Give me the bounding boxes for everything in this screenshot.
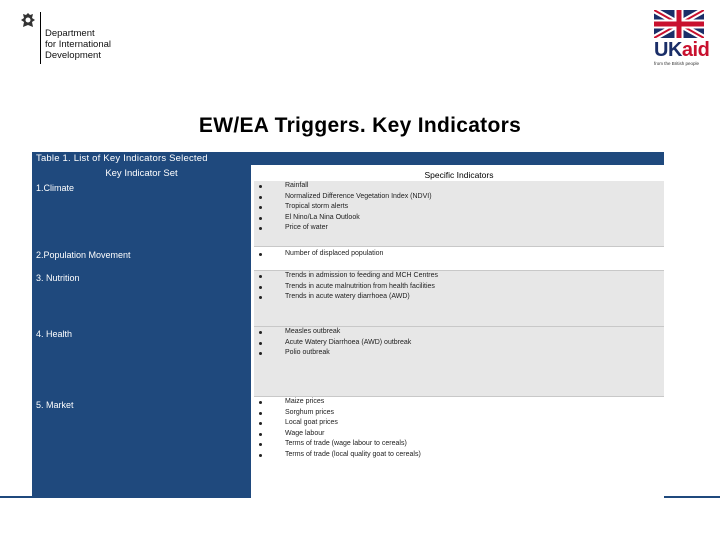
list-item [254,271,438,282]
ukaid-logo [654,10,710,66]
bullet-icon [259,217,262,220]
dfid-line-3: Development [45,50,101,61]
bullet-icon [259,433,262,436]
category-population-movement: 2.Population Movement [36,250,131,260]
union-flag-icon [654,10,704,38]
bullet-icon [259,206,262,209]
category-market: 5. Market [36,400,74,410]
bullet-icon [259,296,262,299]
indicator-text: Trends in acute watery diarrhoea (AWD) [285,293,410,300]
logo-divider [40,12,41,64]
footer-line-left [0,496,32,498]
royal-crest-icon [20,12,36,30]
bullet-icon [259,342,262,345]
indicator-text: Terms of trade (local quality goat to cereals) [285,450,421,458]
list-item [254,223,432,234]
indicators-population-movement [254,247,664,270]
dfid-line-1: Department [45,28,95,39]
bullet-icon [259,286,262,289]
category-health: 4. Health [36,329,73,339]
indicator-text: Maize prices [285,398,325,405]
ukaid-tagline: from the British people [654,61,700,66]
list-item [254,292,438,303]
ukaid-uk: UK [654,39,682,61]
list-item [254,338,411,349]
indicator-text: Polio outbreak [285,349,330,356]
footer-line-right [664,496,720,498]
list-item [254,439,421,450]
list-item [254,327,411,338]
list-item [254,192,432,203]
bullet-icon [259,253,262,256]
bullet-icon [259,331,262,334]
indicator-text: Terms of trade (wage labour to cereals) [285,440,407,447]
indicators-health [254,327,664,396]
indicators-market [254,397,664,496]
category-climate: 1.Climate [36,183,75,193]
indicator-text: El Nino/La Nina Outlook [285,213,360,221]
dfid-logo [20,12,110,64]
indicator-text: Normalized Difference Vegetation Index (NDVI) [285,192,432,200]
bullet-icon [259,275,262,278]
bullet-icon [259,401,262,404]
bullet-icon [259,454,262,457]
bullet-icon [259,227,262,230]
indicators-climate [254,181,664,246]
bullet-icon [259,443,262,446]
indicator-text: Trends in admission to feeding and MCH Centres [285,272,439,279]
indicators-nutrition [254,271,664,326]
indicator-text: Acute Watery Diarrhoea (AWD) outbreak [285,338,412,346]
list-item [254,418,421,429]
indicator-text: Wage labour [285,429,325,437]
list-item [254,202,432,213]
list-item [254,282,438,293]
ukaid-aid: aid [681,39,710,61]
table-caption: Table 1. List of Key Indicators Selected [32,152,664,165]
list-item [254,408,421,419]
category-nutrition: 3. Nutrition [36,273,80,283]
indicator-text: Tropical storm alerts [285,203,349,210]
list-item [254,397,421,408]
indicator-text: Measles outbreak [285,328,341,335]
indicator-text: Rainfall [285,182,309,189]
list-item [254,429,421,440]
list-item [254,181,432,192]
indicator-text: Number of displaced population [285,250,384,257]
bullet-icon [259,412,262,415]
list-item [254,348,411,359]
ukaid-wordmark [654,40,709,60]
list-item [254,450,421,461]
header-specific-indicators: Specific Indicators [424,170,494,180]
indicator-text: Local goat prices [285,419,338,426]
indicator-text: Sorghum prices [285,408,335,416]
page-title: EW/EA Triggers. Key Indicators [198,114,522,137]
list-item [254,213,432,224]
indicator-text: Price of water [285,224,328,231]
indicator-text: Trends in acute malnutrition from health facilities [285,282,435,290]
bullet-icon [259,196,262,199]
bullet-icon [259,185,262,188]
header-key-indicator-set: Key Indicator Set [105,168,178,179]
dfid-line-2: for International [45,39,112,50]
list-item [254,249,383,260]
bullet-icon [259,352,262,355]
bullet-icon [259,422,262,425]
